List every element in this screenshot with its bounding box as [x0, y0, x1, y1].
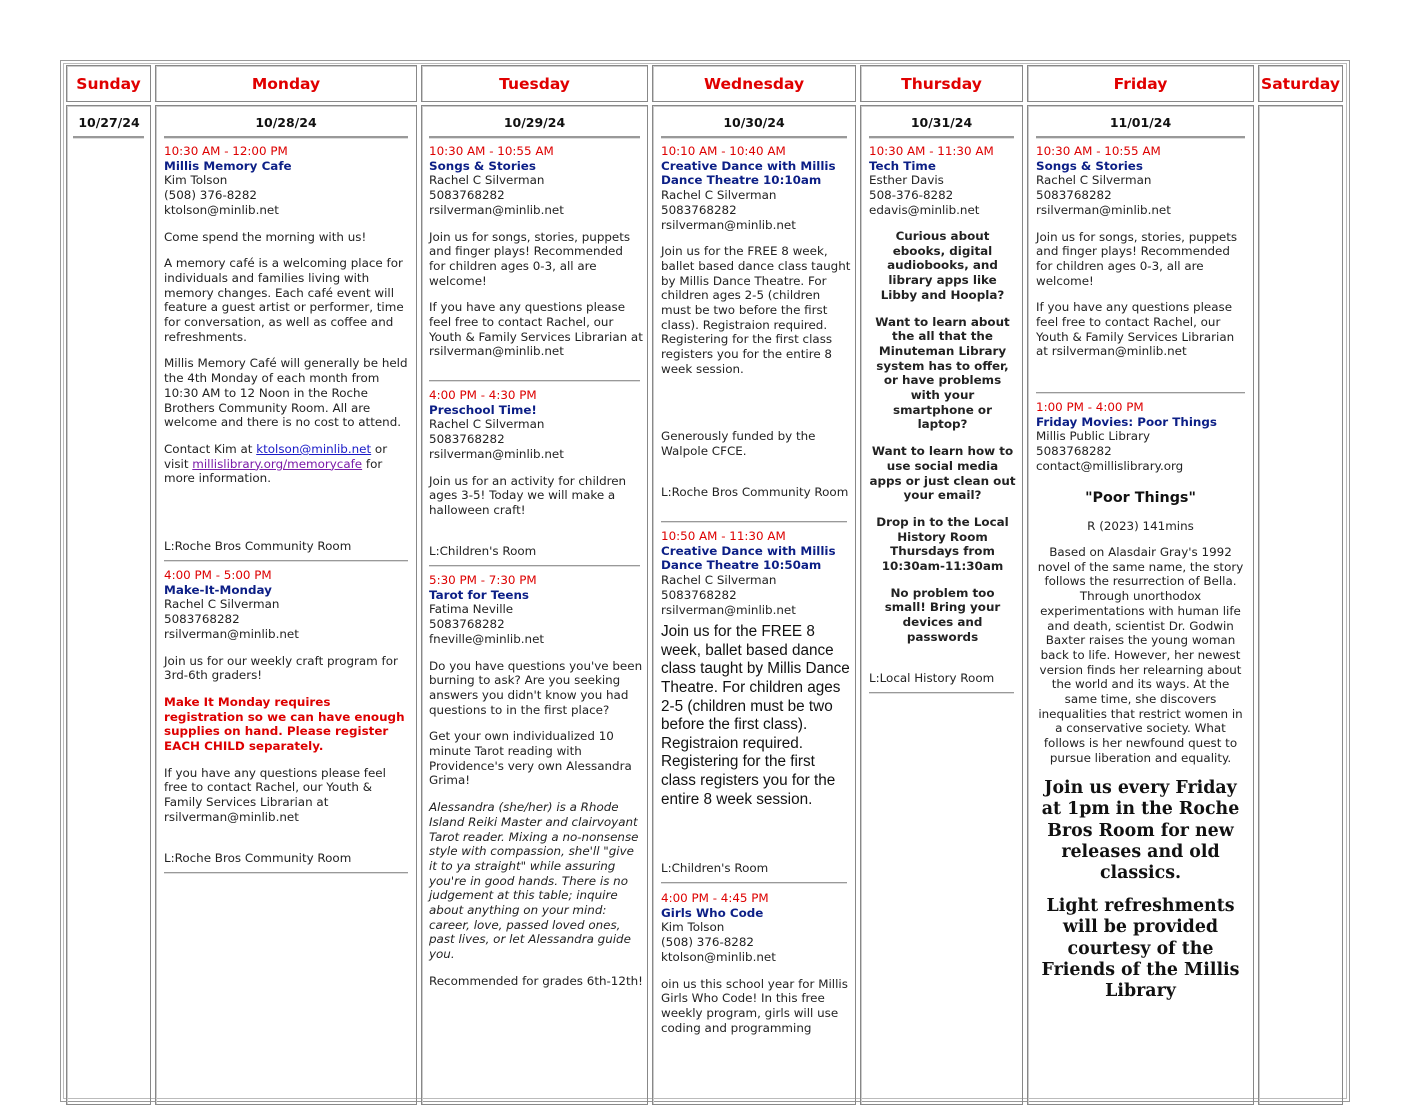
event-desc: oin us this school year for Millis Girls Who Code! In this free weekly program, girls will use coding and programming: [661, 976, 848, 1035]
event-creative-dance-1050[interactable]: [661, 529, 851, 809]
event-make-it-monday[interactable]: [164, 568, 411, 837]
refreshments-note: Light refreshments will be provided courtesy of the Friends of the Millis Library: [1041, 896, 1240, 1002]
event-contact: Rachel C Silverman: [164, 597, 280, 612]
divider: [1036, 136, 1245, 138]
event-time: 10:30 AM - 10:55 AM: [429, 144, 554, 158]
event-email: rsilverman@minlib.net: [164, 626, 299, 641]
event-phone: 5083768282: [429, 617, 505, 632]
header-saturday: Saturday: [1258, 65, 1343, 102]
date-sunday: 10/27/24: [78, 115, 140, 130]
day-cell-sunday: [66, 105, 151, 1105]
event-location: L:Roche Bros Community Room: [164, 539, 352, 553]
divider: [73, 136, 144, 138]
header-monday: Monday: [155, 65, 417, 102]
event-desc: Millis Memory Café will generally be held the 4th Monday of each month from 10:30 AM to 12 Noon in the Roche Brothers Community Room. All are welcome and there is no cost to attend.: [164, 356, 408, 430]
event-title[interactable]: Creative Dance with Millis Dance Theatre 10:10am: [661, 158, 836, 188]
divider: [661, 136, 847, 138]
event-email: rsilverman@minlib.net: [429, 446, 564, 461]
event-contact: Kim Tolson: [661, 920, 725, 935]
event-desc: Want to learn about the all that the Minuteman Library system has to offer, or have problems with your smartphone or laptop?: [875, 314, 1010, 432]
registration-notice: Make It Monday requires registration so we can have enough supplies on hand. Please register EACH CHILD separately.: [164, 694, 405, 754]
event-phone: 508-376-8282: [869, 188, 954, 203]
event-creative-dance-1010[interactable]: [661, 144, 851, 389]
movie-title: "Poor Things": [1085, 490, 1196, 506]
movie-schedule-note: Join us every Friday at 1pm in the Roche Bros Room for new releases and old classics.: [1041, 778, 1240, 884]
event-time: 4:00 PM - 5:00 PM: [164, 568, 272, 582]
event-email: fneville@minlib.net: [429, 631, 545, 646]
day-cell-saturday: [1258, 105, 1343, 1105]
event-title[interactable]: Songs & Stories: [429, 158, 536, 173]
divider: [429, 565, 640, 566]
event-time: 10:30 AM - 10:55 AM: [1036, 144, 1161, 158]
event-preschool-time[interactable]: [429, 388, 643, 530]
event-phone: 5083768282: [429, 432, 505, 447]
divider: [661, 882, 847, 883]
event-time: 10:30 AM - 12:00 PM: [164, 144, 288, 158]
event-desc: Join us for the FREE 8 week, ballet based dance class taught by Millis Dance Theatre. For children ages 2-5 (children must be two before the first class). Registraion required. Registering for the first class registers you for the entire 8 week session.: [661, 623, 850, 808]
date-friday: 11/01/24: [1109, 115, 1172, 130]
event-tech-time[interactable]: [869, 144, 1019, 230]
date-thursday: 10/31/24: [910, 115, 973, 130]
event-location: L:Children's Room: [429, 544, 537, 558]
event-contact: Rachel C Silverman: [429, 173, 545, 188]
event-contact: Millis Public Library: [1036, 429, 1150, 444]
event-desc: Contact Kim at ktolson@minlib.net or visit millislibrary.org/memorycafe for more information.: [164, 441, 388, 486]
event-songs-stories[interactable]: [429, 144, 643, 371]
event-email: edavis@minlib.net: [869, 202, 980, 217]
event-email: rsilverman@minlib.net: [661, 602, 796, 617]
event-songs-stories-fri[interactable]: [1036, 144, 1248, 371]
event-desc: Alessandra (she/her) is a Rhode Island Reiki Master and clairvoyant Tarot reader. Mixing a no-nonsense style with compassion, she'll "give it to ya straight" while assuring you're in good hands. There is no judgement at this table; inquire about anything on your mind: career, love, passed loved ones, past lives, or let Alessandra guide you.: [429, 800, 639, 962]
event-phone: 5083768282: [661, 587, 737, 602]
event-contact: Fatima Neville: [429, 602, 514, 617]
event-phone: (508) 376-8282: [661, 935, 755, 950]
event-title[interactable]: Girls Who Code: [661, 905, 764, 920]
event-time: 4:00 PM - 4:30 PM: [429, 388, 537, 402]
event-email: rsilverman@minlib.net: [1036, 202, 1171, 217]
event-phone: 5083768282: [661, 202, 737, 217]
date-monday: 10/28/24: [255, 115, 317, 130]
event-title[interactable]: Songs & Stories: [1036, 158, 1143, 173]
event-email: rsilverman@minlib.net: [429, 202, 564, 217]
movie-rating: R (2023) 141mins: [1087, 519, 1194, 533]
event-phone: (508) 376-8282: [164, 188, 258, 203]
event-phone: 5083768282: [164, 612, 240, 627]
event-contact: Esther Davis: [869, 173, 944, 188]
event-email: ktolson@minlib.net: [164, 202, 279, 217]
event-desc: Join us for songs, stories, puppets and finger plays! Recommended for children ages 0-3, all are welcome!: [1036, 229, 1238, 288]
header-tuesday: Tuesday: [421, 65, 648, 102]
divider: [869, 692, 1014, 693]
event-desc: A memory café is a welcoming place for individuals and families living with memory changes. Each café event will feature a guest artist or performer, time for conversation, as well as coffee and refreshments.: [164, 256, 404, 344]
event-desc: If you have any questions please feel free to contact Rachel, our Youth & Family Services Librarian at rsilverman@minlib.net: [164, 765, 386, 824]
header-thursday: Thursday: [860, 65, 1023, 102]
event-title[interactable]: Millis Memory Cafe: [164, 158, 292, 173]
divider: [429, 380, 640, 381]
event-desc: Join us for the FREE 8 week, ballet based dance class taught by Millis Dance Theatre. For children ages 2-5 (children must be two before the first class). Registraion required. Registering for the first class registers you for the entire 8 week session.: [661, 244, 851, 376]
event-contact: Rachel C Silverman: [429, 417, 545, 432]
event-time: 10:30 AM - 11:30 AM: [869, 144, 994, 158]
event-desc: Drop in to the Local History Room Thursdays from 10:30am-11:30am: [876, 514, 1009, 574]
event-desc: No problem too small! Bring your devices and passwords: [884, 585, 1001, 644]
event-title[interactable]: Tech Time: [869, 158, 936, 173]
event-title[interactable]: Friday Movies: Poor Things: [1036, 414, 1217, 429]
event-time: 4:00 PM - 4:45 PM: [661, 891, 769, 905]
divider: [164, 136, 408, 138]
divider: [164, 560, 408, 561]
event-memory-cafe[interactable]: [164, 144, 411, 498]
event-desc: If you have any questions please feel free to contact Rachel, our Youth & Family Services Librarian at rsilverman@minlib.net: [1036, 300, 1235, 359]
event-girls-who-code[interactable]: [661, 891, 851, 1047]
event-phone: 5083768282: [1036, 444, 1112, 459]
tech-time-details: [869, 229, 1016, 657]
website-link[interactable]: millislibrary.org/memorycafe: [192, 456, 363, 471]
event-desc: Join us for songs, stories, puppets and finger plays! Recommended for children ages 0-3, all are welcome!: [429, 229, 631, 288]
event-time: 5:30 PM - 7:30 PM: [429, 573, 537, 587]
divider: [1036, 392, 1245, 393]
divider: [661, 521, 847, 522]
event-title[interactable]: Make-It-Monday: [164, 582, 272, 597]
event-title[interactable]: Tarot for Teens: [429, 587, 530, 602]
event-location: L:Roche Bros Community Room: [661, 485, 849, 499]
event-time: 10:50 AM - 11:30 AM: [661, 529, 786, 543]
event-email: rsilverman@minlib.net: [661, 217, 796, 232]
event-location: L:Children's Room: [661, 861, 769, 875]
event-desc: Join us for our weekly craft program for 3rd-6th graders!: [164, 653, 398, 683]
header-wednesday: Wednesday: [652, 65, 856, 102]
event-contact: Kim Tolson: [164, 173, 228, 188]
event-phone: 5083768282: [429, 188, 505, 203]
event-desc: Want to learn how to use social media apps or just clean out your email?: [869, 444, 1016, 503]
date-wednesday: 10/30/24: [723, 115, 785, 130]
event-location: L:Local History Room: [869, 671, 995, 685]
event-contact: Rachel C Silverman: [661, 573, 777, 588]
header-friday: Friday: [1027, 65, 1254, 102]
divider: [164, 872, 408, 873]
event-email: contact@millislibrary.org: [1036, 458, 1184, 473]
event-desc: Join us for an activity for children ages 3-5! Today we will make a halloween craft!: [429, 473, 627, 517]
email-link[interactable]: ktolson@minlib.net: [256, 441, 372, 456]
event-title[interactable]: Creative Dance with Millis Dance Theatre 10:50am: [661, 543, 836, 573]
event-friday-movies[interactable]: [1036, 400, 1248, 474]
date-tuesday: 10/29/24: [503, 115, 566, 130]
event-time: 1:00 PM - 4:00 PM: [1036, 400, 1144, 414]
event-desc: Come spend the morning with us!: [164, 229, 367, 244]
event-funding: Generously funded by the Walpole CFCE.: [661, 429, 816, 458]
event-desc: Do you have questions you've been burning to ask? Are you seeking answers you didn't know you had questions to in the first place?: [429, 658, 643, 717]
divider: [429, 136, 640, 138]
event-desc: Curious about ebooks, digital audiobooks, and library apps like Libby and Hoopla?: [880, 229, 1005, 302]
event-time: 10:10 AM - 10:40 AM: [661, 144, 786, 158]
event-contact: Rachel C Silverman: [1036, 173, 1152, 188]
event-desc: Recommended for grades 6th-12th!: [429, 973, 643, 988]
event-email: ktolson@minlib.net: [661, 949, 776, 964]
event-tarot-for-teens[interactable]: [429, 573, 643, 1001]
divider: [869, 136, 1014, 138]
event-location: L:Roche Bros Community Room: [164, 851, 352, 865]
event-desc: If you have any questions please feel free to contact Rachel, our Youth & Family Services Librarian at rsilverman@minlib.net: [429, 300, 643, 359]
event-desc: Get your own individualized 10 minute Tarot reading with Providence's very own Alessandra Grima!: [429, 729, 632, 788]
header-sunday: Sunday: [66, 65, 151, 102]
event-title[interactable]: Preschool Time!: [429, 402, 537, 417]
event-contact: Rachel C Silverman: [661, 188, 777, 203]
movie-synopsis: Based on Alasdair Gray's 1992 novel of the same name, the story follows the resurrection of Bella. Through unorthodox experimentations with human life and death, scientist Dr. Godwin Baxter raises the young woman back to life. However, her newest version finds her relearning about the world and its ways. At the same time, she discovers inequalities that restrict women in a conservative society. What follows is her newfound quest to pursue liberation and equality.: [1037, 545, 1244, 765]
event-phone: 5083768282: [1036, 188, 1112, 203]
